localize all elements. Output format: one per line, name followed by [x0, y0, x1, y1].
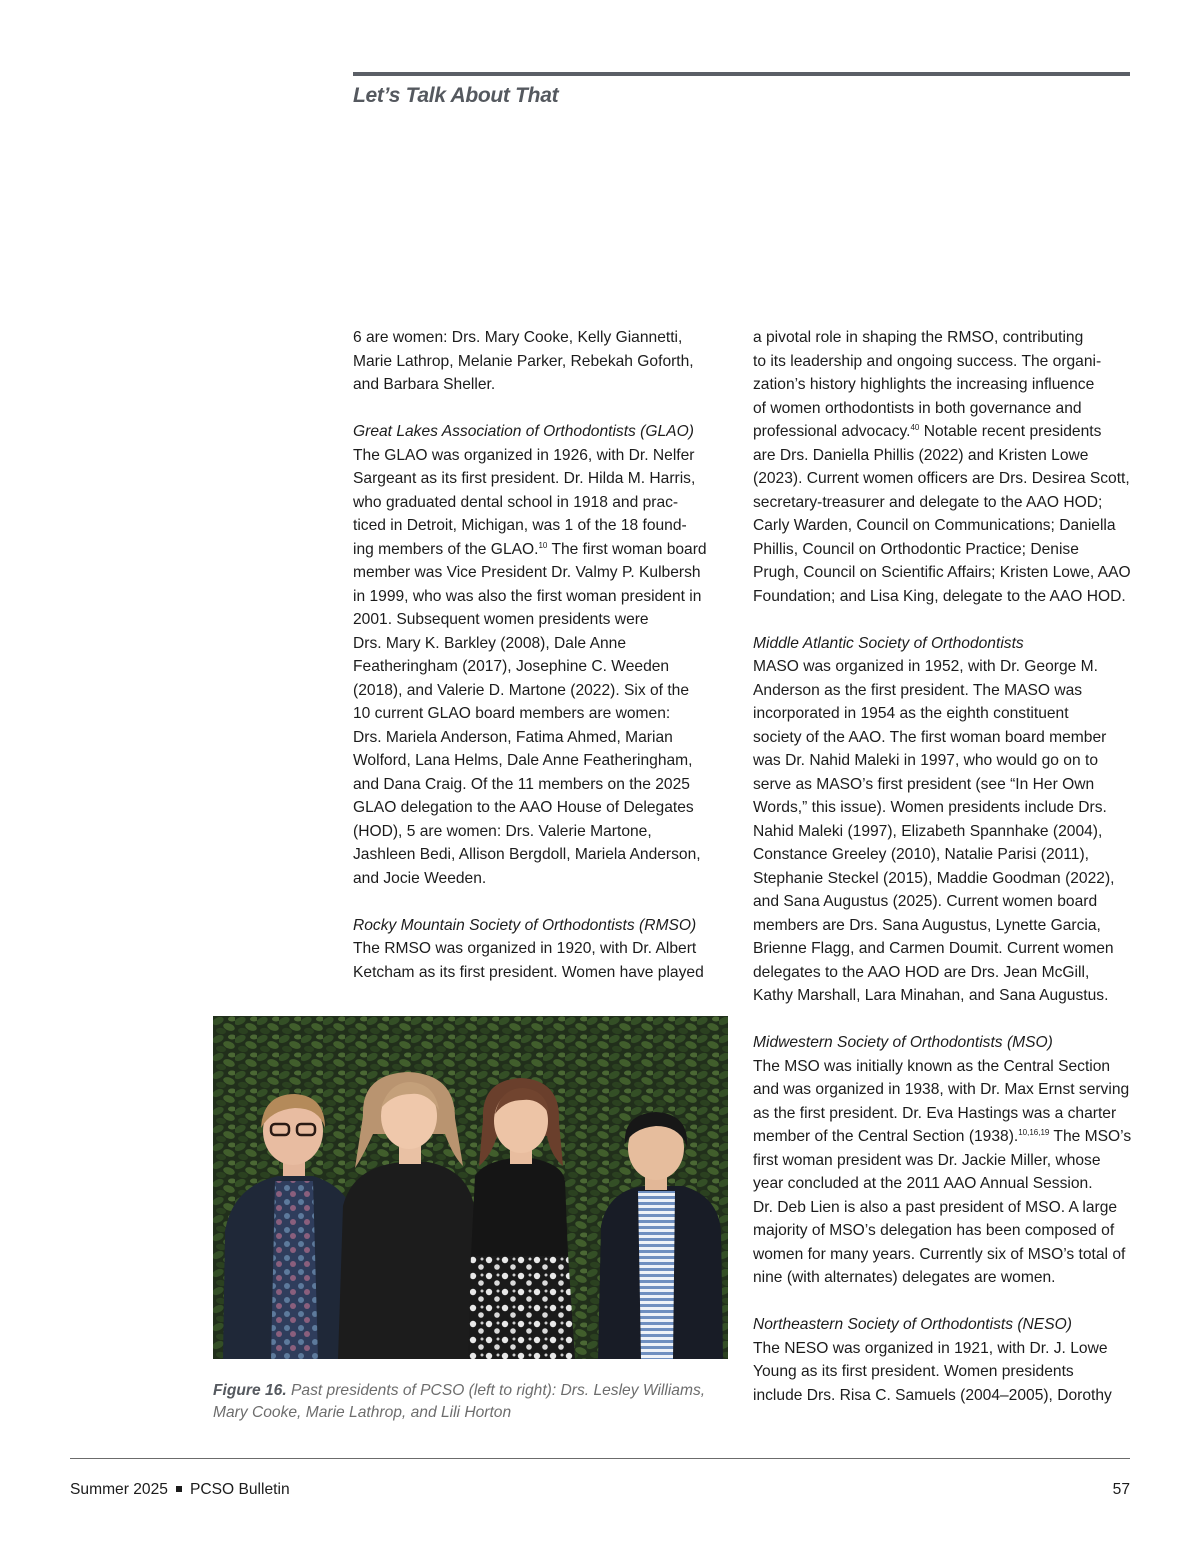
text-line: members are Drs. Sana Augustus, Lynette Garcia,: [753, 916, 1101, 934]
glao-paragraph: [353, 444, 733, 891]
text-line: (2018), and Valerie D. Martone (2022). Six of the: [353, 681, 690, 699]
text-line: as the first president. Dr. Eva Hastings was a charter: [753, 1104, 1117, 1122]
publication-name: PCSO Bulletin: [189, 1481, 290, 1498]
text-line: Stephanie Steckel (2015), Maddie Goodman (2022),: [753, 869, 1115, 887]
text-line: Brienne Flagg, and Carmen Doumit. Current women: [753, 940, 1114, 957]
text-line: are Drs. Daniella Phillis (2022) and Kristen Lowe: [753, 446, 1089, 464]
text-line: incorporated in 1954 as the eighth constituent: [753, 705, 1069, 722]
text-line: and Sana Augustus (2025). Current women board: [753, 893, 1098, 910]
header-rule: [353, 72, 1130, 76]
text-line: (2023). Current women officers are Drs. Desirea Scott,: [753, 470, 1130, 487]
text-line: and Jocie Weeden.: [353, 869, 487, 887]
text-line: Carly Warden, Council on Communications; Daniella: [753, 517, 1116, 534]
text-line: GLAO delegation to the AAO House of Delegates: [353, 799, 694, 816]
text-line: nine (with alternates) delegates are women.: [753, 1269, 1056, 1286]
left-column: [353, 326, 733, 984]
text-line: Jashleen Bedi, Allison Bergdoll, Mariela Anderson,: [353, 846, 701, 863]
reference-superscript: 10,16,19: [1018, 1128, 1050, 1137]
text-line: in 1999, who was also the first woman president in: [353, 587, 702, 605]
text-line: The RMSO was organized in 1920, with Dr. Albert: [353, 940, 697, 957]
separator-square-icon: [176, 1486, 182, 1492]
text-line: Young as its first president. Women presidents: [753, 1363, 1074, 1380]
text-line: Anderson as the first president. The MASO was: [753, 681, 1083, 699]
maso-heading: Middle Atlantic Society of Orthodontists: [753, 634, 1024, 652]
text-line: Drs. Mary K. Barkley (2008), Dale Anne: [353, 634, 626, 652]
figure-caption: [213, 1380, 733, 1424]
group-photo-illustration: [213, 1016, 728, 1359]
issue-label: Summer 2025: [70, 1481, 168, 1498]
text-line: zation’s history highlights the increasing influence: [753, 376, 1095, 393]
text-line: 6 are women: Drs. Mary Cooke, Kelly Giannetti,: [353, 329, 683, 346]
text-line: The MSO was initially known as the Central Section: [753, 1057, 1111, 1075]
text-line: women for many years. Currently six of MSO’s total of: [753, 1245, 1126, 1263]
text-line: delegates to the AAO HOD are Drs. Jean McGill,: [753, 963, 1090, 981]
text-line: Marie Lathrop, Melanie Parker, Rebekah Goforth,: [353, 352, 694, 370]
text-line: majority of MSO’s delegation has been composed of: [753, 1222, 1115, 1239]
glao-heading: Great Lakes Association of Orthodontists (GLAO): [353, 423, 694, 440]
text-line: MASO was organized in 1952, with Dr. George M.: [753, 658, 1098, 675]
text-line: secretary-treasurer and delegate to the AAO HOD;: [753, 493, 1103, 511]
rmso-continued-paragraph: [753, 326, 1135, 608]
text-line: Sargeant as its first president. Dr. Hilda M. Harris,: [353, 470, 696, 487]
text-segment: ing members of the GLAO.: [353, 540, 539, 558]
neso-heading: Northeastern Society of Orthodontists (NESO): [753, 1316, 1072, 1333]
text-line: Kathy Marshall, Lara Minahan, and Sana Augustus.: [753, 987, 1109, 1004]
text-line: member was Vice President Dr. Valmy P. Kulbersh: [353, 564, 701, 581]
page-number: 57: [1112, 1481, 1130, 1498]
text-line: Nahid Maleki (1997), Elizabeth Spannhake (2004),: [753, 822, 1103, 840]
neso-paragraph: [753, 1337, 1135, 1408]
text-line: Prugh, Council on Scientific Affairs; Kristen Lowe, AAO: [753, 564, 1131, 581]
rmso-paragraph: [353, 937, 733, 984]
figure-label: Figure 16.: [213, 1381, 287, 1399]
footer-issue-info: [70, 1481, 290, 1499]
text-line: Ketcham as its first president. Women have played: [353, 963, 704, 981]
text-line: Dr. Deb Lien is also a past president of MSO. A large: [753, 1198, 1118, 1216]
reference-superscript: 10: [538, 540, 548, 550]
text-line: Wolford, Lana Helms, Dale Anne Featheringham,: [353, 752, 693, 769]
text-line: was Dr. Nahid Maleki in 1997, who would go on to: [753, 752, 1098, 769]
right-column: [753, 326, 1135, 1407]
text-line: include Drs. Risa C. Samuels (2004–2005), Dorothy: [753, 1386, 1112, 1404]
text-line: Constance Greeley (2010), Natalie Parisi (2011),: [753, 846, 1090, 863]
mso-paragraph: [753, 1055, 1135, 1290]
text-segment: The first woman board: [547, 540, 707, 558]
caption-text: Past presidents of PCSO (left to right): Drs. Lesley Williams,: [286, 1381, 706, 1399]
text-segment: professional advocacy.: [753, 423, 911, 440]
intro-paragraph: [353, 326, 733, 397]
text-line: 10 current GLAO board members are women:: [353, 705, 671, 722]
text-line: and Barbara Sheller.: [353, 376, 496, 393]
text-line: a pivotal role in shaping the RMSO, contributing: [753, 329, 1084, 346]
text-line: first woman president was Dr. Jackie Miller, whose: [753, 1151, 1101, 1169]
text-segment: member of the Central Section (1938).: [753, 1128, 1019, 1145]
text-line: (HOD), 5 are women: Drs. Valerie Martone,: [353, 822, 652, 840]
rmso-heading: Rocky Mountain Society of Orthodontists (RMSO): [353, 916, 697, 934]
text-segment: The MSO’s: [1049, 1128, 1132, 1145]
text-line: serve as MASO’s first president (see “In Her Own: [753, 775, 1095, 793]
text-line: who graduated dental school in 1918 and prac-: [353, 493, 679, 511]
text-line: and Dana Craig. Of the 11 members on the 2025: [353, 775, 690, 793]
figure-photo: [213, 1016, 728, 1359]
text-line: ticed in Detroit, Michigan, was 1 of the 18 found-: [353, 517, 687, 534]
text-line: Words,” this issue). Women presidents include Drs.: [753, 799, 1107, 816]
text-line: [753, 1125, 1135, 1149]
text-line: and was organized in 1938, with Dr. Max Ernst serving: [753, 1081, 1130, 1098]
footer-rule: [70, 1458, 1130, 1459]
text-line: [353, 538, 733, 562]
text-line: The NESO was organized in 1921, with Dr. J. Lowe: [753, 1339, 1108, 1357]
text-line: [753, 420, 1135, 444]
text-line: Drs. Mariela Anderson, Fatima Ahmed, Marian: [353, 728, 673, 746]
text-line: of women orthodontists in both governance and: [753, 399, 1082, 417]
text-line: Featheringham (2017), Josephine C. Weeden: [353, 658, 670, 675]
mso-heading: Midwestern Society of Orthodontists (MSO): [753, 1034, 1053, 1051]
text-line: The GLAO was organized in 1926, with Dr. Nelfer: [353, 446, 695, 464]
text-line: Phillis, Council on Orthodontic Practice; Denise: [753, 540, 1079, 558]
text-line: 2001. Subsequent women presidents were: [353, 611, 649, 628]
maso-paragraph: [753, 655, 1135, 1008]
caption-text: Mary Cooke, Marie Lathrop, and Lili Horton: [213, 1403, 512, 1421]
text-line: year concluded at the 2011 AAO Annual Session.: [753, 1175, 1093, 1192]
text-line: society of the AAO. The first woman board member: [753, 728, 1107, 746]
section-title: Let’s Talk About That: [353, 84, 559, 107]
text-segment: Notable recent presidents: [919, 423, 1102, 440]
text-line: to its leadership and ongoing success. The organi-: [753, 352, 1102, 370]
text-line: Foundation; and Lisa King, delegate to the AAO HOD.: [753, 587, 1126, 605]
reference-superscript: 40: [910, 423, 920, 432]
